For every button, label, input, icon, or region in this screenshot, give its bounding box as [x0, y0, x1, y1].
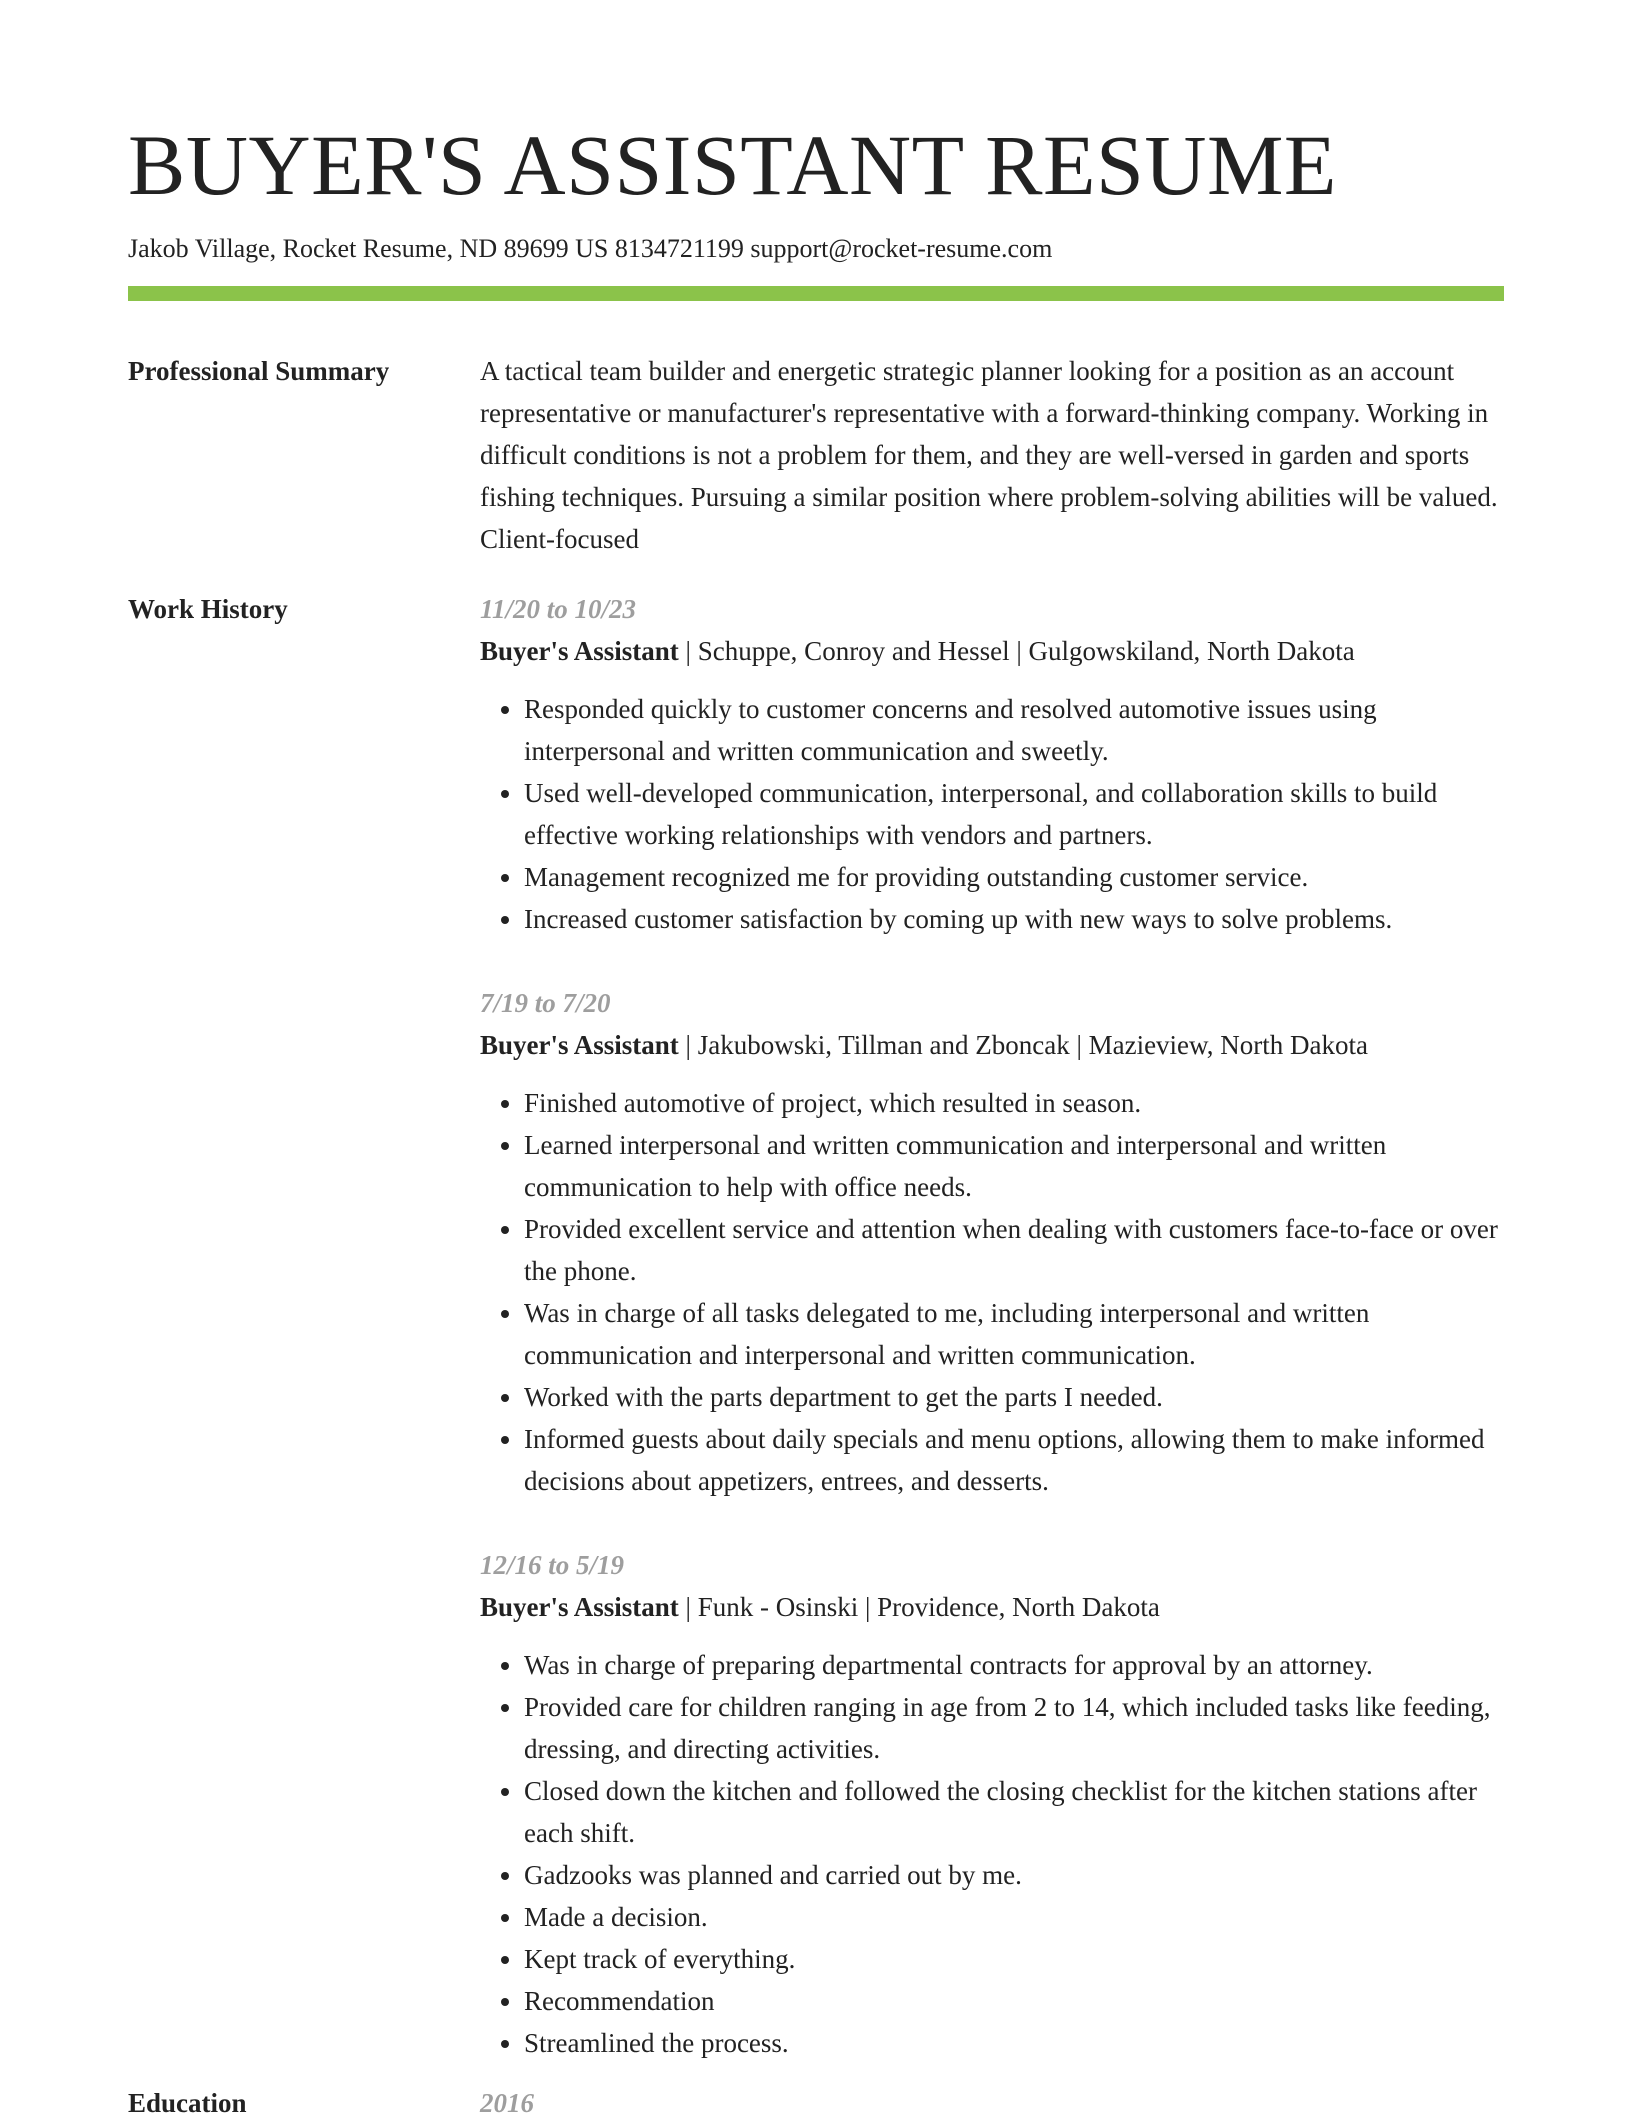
job-details: | Funk - Osinski | Providence, North Dakota: [678, 1592, 1160, 1622]
job-bullet: • Learned interpersonal and written communication and interpersonal and written communication to help with office needs.: [524, 1124, 1504, 1208]
job-heading: [480, 1024, 1504, 1066]
section-content-education: [480, 2082, 1504, 2124]
job-dates: 11/20 to 10/23: [480, 594, 637, 624]
job-bullet: • Kept track of everything.: [524, 1938, 1504, 1980]
job-bullet: • Responded quickly to customer concerns and resolved automotive issues using interpersonal and written communication and sweetly.: [524, 688, 1504, 772]
job-bullet: • Closed down the kitchen and followed the closing checklist for the kitchen stations after each shift.: [524, 1770, 1504, 1854]
job-heading: [480, 1586, 1504, 1628]
job-bullet: • Used well-developed communication, interpersonal, and collaboration skills to build effective working relationships with vendors and partners.: [524, 772, 1504, 856]
section-content-work-history: [480, 588, 1504, 2082]
job-bullet: • Gadzooks was planned and carried out by me.: [524, 1854, 1504, 1896]
section-education: [128, 2082, 1504, 2124]
job-bullet: • Informed guests about daily specials and menu options, allowing them to make informed decisions about appetizers, entrees, and desserts.: [524, 1418, 1504, 1502]
job-bullets: [480, 1644, 1504, 2064]
job-bullet: • Management recognized me for providing outstanding customer service.: [524, 856, 1504, 898]
education-dates: 2016: [480, 2088, 534, 2118]
job-entry: [480, 982, 1504, 1502]
section-label-summary: Professional Summary: [128, 356, 390, 386]
job-bullet: • Was in charge of all tasks delegated to me, including interpersonal and written communication and interpersonal and written communication.: [524, 1292, 1504, 1376]
job-bullet: • Increased customer satisfaction by coming up with new ways to solve problems.: [524, 898, 1504, 940]
contact-line: Jakob Village, Rocket Resume, ND 89699 US 8134721199 support@rocket-resume.com: [128, 234, 1053, 263]
section-label-work-history: Work History: [128, 594, 288, 624]
job-heading: [480, 630, 1504, 672]
job-details: | Schuppe, Conroy and Hessel | Gulgowskiland, North Dakota: [678, 636, 1355, 666]
job-details: | Jakubowski, Tillman and Zboncak | Mazieview, North Dakota: [678, 1030, 1368, 1060]
section-work-history: [128, 588, 1504, 2082]
job-bullet: • Provided care for children ranging in age from 2 to 14, which included tasks like feeding, dressing, and directing activities.: [524, 1686, 1504, 1770]
job-title: Buyer's Assistant: [480, 636, 679, 666]
job-title: Buyer's Assistant: [480, 1592, 679, 1622]
section-label-education: Education: [128, 2088, 247, 2118]
job-bullet: • Recommendation: [524, 1980, 1504, 2022]
job-entry: [480, 1544, 1504, 2064]
section-professional-summary: [128, 350, 1504, 560]
job-bullet: • Streamlined the process.: [524, 2022, 1504, 2064]
job-dates: 7/19 to 7/20: [480, 988, 611, 1018]
job-bullet: • Worked with the parts department to get the parts I needed.: [524, 1376, 1504, 1418]
job-bullets: [480, 1082, 1504, 1502]
resume-body: [128, 350, 1504, 2124]
section-content-summary: [480, 350, 1504, 560]
resume-title: BUYER'S ASSISTANT RESUME: [128, 117, 1337, 213]
accent-divider: [128, 286, 1504, 301]
job-dates: 12/16 to 5/19: [480, 1550, 625, 1580]
job-bullet: • Made a decision.: [524, 1896, 1504, 1938]
job-bullets: [480, 688, 1504, 940]
job-bullet: • Finished automotive of project, which resulted in season.: [524, 1082, 1504, 1124]
job-bullet: • Provided excellent service and attention when dealing with customers face-to-face or over the phone.: [524, 1208, 1504, 1292]
job-title: Buyer's Assistant: [480, 1030, 679, 1060]
summary-text: A tactical team builder and energetic strategic planner looking for a position as an account representative or manufacturer's representative with a forward-thinking company. Working in difficult conditions is not a problem for them, and they are well-versed in garden and sports fishing techniques. Pursuing a similar position where problem-solving abilities will be valued. Client-focused: [480, 356, 1498, 554]
job-bullet: • Was in charge of preparing departmental contracts for approval by an attorney.: [524, 1644, 1504, 1686]
job-entry: [480, 588, 1504, 940]
